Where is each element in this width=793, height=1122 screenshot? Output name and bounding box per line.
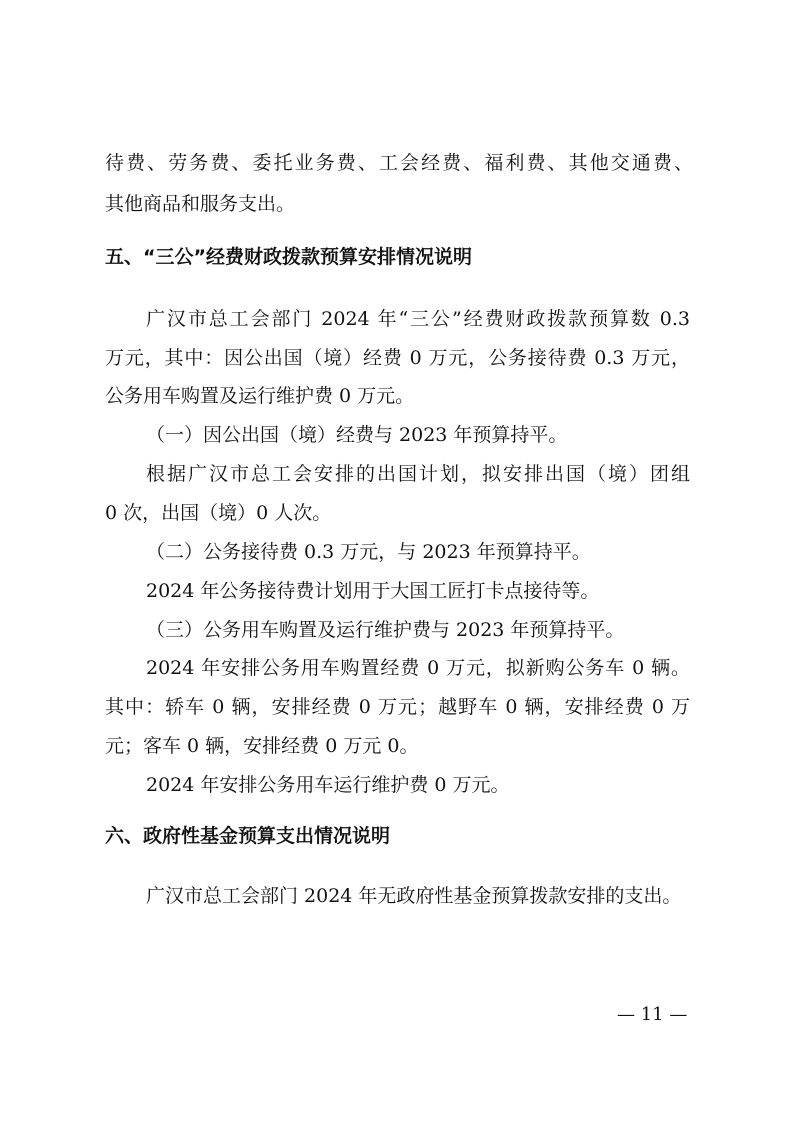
body-line: 0 次，出国（境）0 人次。 — [105, 502, 332, 524]
body-line: 其他商品和服务支出。 — [105, 193, 296, 215]
body-line: 待费、劳务费、委托业务费、工会经费、福利费、其他交通费、 — [105, 152, 693, 174]
section-heading: 五、“三公”经费财政拨款预算安排情况说明 — [105, 246, 472, 268]
body-line: 2024 年安排公务用车购置经费 0 万元，拟新购公务车 0 辆。 — [146, 657, 690, 679]
body-line: （一）因公出国（境）经费与 2023 年预算持平。 — [146, 424, 568, 446]
body-line: 万元，其中：因公出国（境）经费 0 万元，公务接待费 0.3 万元， — [105, 347, 690, 369]
body-line: 广汉市总工会部门 2024 年无政府性基金预算拨款安排的支出。 — [146, 885, 682, 907]
page-number: — 11 — — [617, 1004, 688, 1025]
body-line: 元；客车 0 辆，安排经费 0 万元 0。 — [105, 735, 419, 757]
body-line: 根据广汉市总工会安排的出国计划，拟安排出国（境）团组 — [146, 463, 690, 485]
body-line: 2024 年公务接待费计划用于大国工匠打卡点接待等。 — [146, 580, 600, 602]
body-line: 2024 年安排公务用车运行维护费 0 万元。 — [146, 774, 510, 796]
body-line: 其中：轿车 0 辆，安排经费 0 万元；越野车 0 辆，安排经费 0 万 — [105, 696, 690, 718]
body-line: 公务用车购置及运行维护费 0 万元。 — [105, 385, 415, 407]
body-line: （二）公务接待费 0.3 万元，与 2023 年预算持平。 — [146, 541, 591, 563]
section-heading: 六、政府性基金预算支出情况说明 — [105, 825, 391, 847]
body-line: （三）公务用车购置及运行维护费与 2023 年预算持平。 — [146, 619, 625, 641]
body-line: 广汉市总工会部门 2024 年“三公”经费财政拨款预算数 0.3 — [146, 308, 690, 330]
